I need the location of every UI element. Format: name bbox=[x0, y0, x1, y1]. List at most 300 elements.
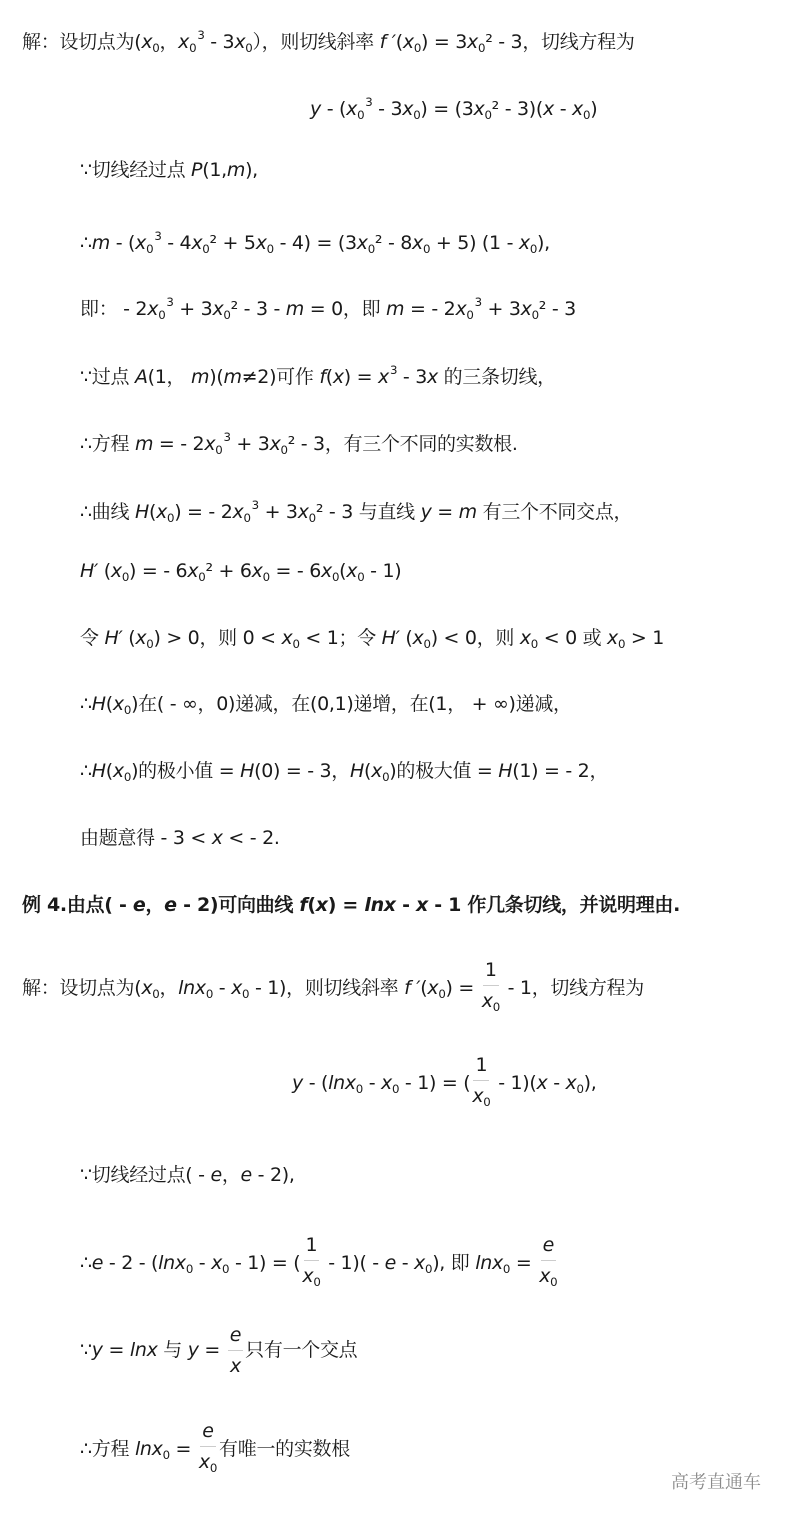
subscript: 0 bbox=[162, 1448, 170, 1463]
math-line bbox=[80, 826, 280, 850]
text: > 1 bbox=[625, 627, 665, 649]
math-variable: x bbox=[427, 977, 439, 1000]
subscript: 0 bbox=[158, 307, 166, 322]
math-variable: f ′ bbox=[379, 30, 396, 53]
subscript: 0 bbox=[423, 637, 431, 652]
text: ， bbox=[221, 1164, 241, 1186]
text: - bbox=[396, 1252, 415, 1275]
fraction-denominator bbox=[230, 1351, 241, 1381]
math-variable: x bbox=[315, 894, 328, 916]
subscript: 0 bbox=[423, 241, 431, 256]
subscript: 0 bbox=[152, 987, 160, 1002]
math-variable: x bbox=[212, 297, 224, 320]
text: ( bbox=[105, 760, 113, 782]
text: ) = 3 bbox=[421, 30, 468, 53]
math-variable: x bbox=[572, 97, 583, 120]
text: - 3 bbox=[397, 365, 427, 388]
text: ( bbox=[307, 894, 316, 916]
text: 与 bbox=[157, 1339, 188, 1361]
math-variable: x bbox=[231, 977, 243, 1000]
math-variable: H bbox=[498, 760, 513, 782]
text: ), bbox=[245, 159, 258, 181]
math-variable: x bbox=[141, 977, 153, 1000]
text: )的极大值 = bbox=[389, 760, 499, 782]
math-variable: y bbox=[91, 1339, 103, 1361]
text: = - 2 bbox=[153, 432, 205, 455]
text: 的三条切线， bbox=[437, 365, 556, 388]
fraction-denominator bbox=[302, 1261, 320, 1297]
text: ∴方程 bbox=[80, 432, 135, 455]
text: ² - 3 - bbox=[230, 297, 286, 320]
math-variable: x bbox=[211, 1252, 223, 1275]
math-variable: x bbox=[297, 500, 309, 523]
subscript: 0 bbox=[438, 987, 446, 1002]
text: - bbox=[213, 977, 232, 1000]
text: ² - 8 bbox=[374, 231, 413, 254]
text: ∴ bbox=[80, 231, 92, 254]
fraction-denominator bbox=[482, 986, 500, 1022]
subscript: 0 bbox=[391, 1082, 400, 1097]
text: ), bbox=[583, 1072, 597, 1095]
math-variable: x bbox=[110, 560, 122, 582]
math-variable: x bbox=[371, 760, 383, 782]
text: - 2)可向曲线 bbox=[176, 894, 300, 916]
math-variable: x bbox=[402, 97, 414, 120]
text: ), bbox=[537, 231, 550, 254]
text: = bbox=[431, 500, 459, 523]
subscript: 0 bbox=[205, 987, 214, 1002]
text: ( bbox=[325, 365, 333, 388]
text: - 1)( bbox=[492, 1072, 537, 1095]
text: ) bbox=[590, 97, 598, 120]
text: ² - 3 与直线 bbox=[315, 500, 421, 523]
math-line bbox=[80, 1163, 295, 1187]
subscript: 0 bbox=[146, 637, 154, 652]
superscript: 3 bbox=[474, 295, 482, 309]
text: ( bbox=[420, 977, 428, 1000]
text: - bbox=[362, 1072, 382, 1095]
text: (0) = - 3， bbox=[254, 760, 350, 782]
text: < 0 或 bbox=[537, 627, 608, 649]
subscript: 0 bbox=[202, 241, 210, 256]
subscript: 0 bbox=[357, 107, 365, 122]
text: ≠2)可作 bbox=[241, 365, 320, 388]
subscript: 0 bbox=[531, 307, 539, 322]
text: = bbox=[198, 1339, 226, 1361]
text: ∵过点 bbox=[80, 365, 135, 388]
text: ， bbox=[145, 894, 165, 916]
math-line bbox=[80, 692, 572, 722]
superscript: 3 bbox=[197, 28, 205, 42]
math-variable: m bbox=[226, 159, 246, 181]
math-line bbox=[80, 358, 556, 389]
math-variable: x bbox=[414, 1252, 425, 1275]
text: = bbox=[510, 1252, 538, 1275]
text: + 3 bbox=[481, 297, 521, 320]
math-variable: x bbox=[281, 627, 293, 649]
math-variable: lnx bbox=[134, 1438, 163, 1461]
subscript: 0 bbox=[152, 40, 160, 55]
text: ， bbox=[159, 977, 179, 1000]
math-variable: x bbox=[321, 560, 332, 582]
text: ² + 6 bbox=[205, 560, 252, 582]
superscript: 3 bbox=[154, 229, 162, 243]
math-variable: H bbox=[349, 760, 364, 782]
text: ² + 5 bbox=[209, 231, 256, 254]
text: - ( bbox=[110, 231, 136, 254]
text: 即： - 2 bbox=[80, 297, 148, 320]
text: - 4) = (3 bbox=[273, 231, 357, 254]
subscript: 0 bbox=[189, 40, 197, 55]
text: - 1，切线方程为 bbox=[501, 977, 644, 1000]
text: - 4 bbox=[161, 231, 192, 254]
text: ( bbox=[122, 627, 136, 649]
text: ) = - 2 bbox=[174, 500, 233, 523]
math-variable: A bbox=[134, 365, 148, 388]
fraction-denominator bbox=[472, 1081, 490, 1117]
fraction-numerator: 1 bbox=[304, 1230, 320, 1261]
subscript: 0 bbox=[355, 1082, 363, 1097]
fraction bbox=[199, 1416, 217, 1483]
text: - 2), bbox=[251, 1164, 295, 1186]
text: = - 6 bbox=[269, 560, 321, 582]
math-variable: x bbox=[536, 1072, 548, 1095]
text: ( bbox=[399, 627, 413, 649]
text: ∵ bbox=[80, 1339, 92, 1361]
math-variable: lnx bbox=[328, 1072, 356, 1095]
text: - 3 bbox=[204, 30, 235, 53]
subscript: 0 bbox=[367, 241, 375, 256]
math-variable: H bbox=[91, 693, 106, 715]
watermark: 高考直通车 bbox=[671, 1472, 761, 1493]
subscript: 0 bbox=[280, 442, 288, 457]
math-variable: x bbox=[147, 297, 159, 320]
fraction bbox=[539, 1230, 557, 1297]
math-variable: x bbox=[269, 432, 281, 455]
text: = 0，即 bbox=[304, 297, 387, 320]
text: ∴ bbox=[80, 1252, 92, 1275]
text: + 3 bbox=[230, 432, 270, 455]
math-variable: x bbox=[135, 231, 147, 254]
denominator-subscript: 0 bbox=[492, 1000, 500, 1015]
math-variable: x bbox=[255, 231, 267, 254]
denominator-subscript: 0 bbox=[550, 1275, 558, 1290]
math-variable: x bbox=[112, 760, 124, 782]
math-variable: x bbox=[234, 30, 246, 53]
text: - ( bbox=[302, 1072, 329, 1095]
math-variable: x bbox=[518, 231, 530, 254]
subscript: 0 bbox=[357, 570, 365, 585]
text: < - 2. bbox=[222, 827, 280, 849]
fraction-numerator: 1 bbox=[483, 955, 499, 986]
math-variable: x bbox=[455, 297, 467, 320]
fraction-numerator: e bbox=[200, 1416, 215, 1447]
text: ∴曲线 bbox=[80, 500, 135, 523]
subscript: 0 bbox=[123, 770, 132, 785]
text: ) = (3 bbox=[420, 97, 474, 120]
subscript: 0 bbox=[331, 570, 340, 585]
math-variable: x bbox=[211, 827, 223, 849]
math-variable: x bbox=[520, 297, 532, 320]
subscript: 0 bbox=[121, 570, 130, 585]
subscript: 0 bbox=[123, 703, 132, 718]
math-variable: lnx bbox=[178, 977, 206, 1000]
fraction bbox=[302, 1230, 320, 1297]
math-line bbox=[80, 1230, 559, 1297]
subscript: 0 bbox=[529, 241, 538, 256]
fraction-denominator bbox=[539, 1261, 557, 1297]
subscript: 0 bbox=[502, 1262, 511, 1277]
denominator-variable: x bbox=[302, 1265, 314, 1287]
text: ) = bbox=[327, 894, 365, 916]
text: 有三个不同交点， bbox=[476, 500, 633, 523]
math-variable: x bbox=[332, 365, 344, 388]
text: ² - 3 bbox=[538, 297, 576, 320]
subscript: 0 bbox=[223, 307, 231, 322]
text: - bbox=[395, 894, 416, 916]
text: ），则切线斜率 bbox=[252, 30, 380, 53]
text: ² - 3，切线方程为 bbox=[485, 30, 635, 53]
fraction-denominator bbox=[199, 1447, 217, 1483]
subscript: 0 bbox=[185, 1262, 194, 1277]
math-line bbox=[80, 1416, 350, 1483]
math-variable: H bbox=[134, 500, 149, 523]
text: ( bbox=[105, 693, 113, 715]
superscript: 3 bbox=[166, 295, 174, 309]
text: ∵切线经过点 bbox=[80, 159, 192, 181]
subscript: 0 bbox=[146, 241, 154, 256]
text: - 1) = ( bbox=[399, 1072, 471, 1095]
text: - 3 bbox=[372, 97, 403, 120]
math-variable: e bbox=[91, 1252, 104, 1275]
math-variable: x bbox=[178, 30, 190, 53]
math-variable: x bbox=[412, 627, 424, 649]
math-variable: x bbox=[156, 500, 168, 523]
subscript: 0 bbox=[262, 570, 270, 585]
math-variable: x bbox=[415, 894, 428, 916]
subscript: 0 bbox=[198, 570, 206, 585]
math-variable: x bbox=[467, 30, 478, 53]
math-variable: f ′ bbox=[404, 977, 421, 1000]
solution-intro-line bbox=[22, 955, 644, 1022]
math-line bbox=[80, 224, 550, 261]
text: 解：设切点为( bbox=[22, 30, 142, 53]
text: (1) = - 2， bbox=[512, 760, 609, 782]
math-variable: m bbox=[458, 500, 477, 523]
fraction bbox=[472, 1050, 490, 1117]
math-variable: x bbox=[187, 560, 199, 582]
superscript: 3 bbox=[389, 363, 398, 377]
math-variable: x bbox=[112, 693, 124, 715]
text: 解： bbox=[22, 977, 60, 1000]
text: ) = bbox=[445, 977, 480, 1000]
math-line bbox=[80, 1320, 357, 1381]
math-variable: y bbox=[310, 97, 321, 120]
fraction-numerator: 1 bbox=[473, 1050, 489, 1081]
math-variable: x bbox=[232, 500, 244, 523]
subscript: 0 bbox=[215, 442, 223, 457]
subscript: 0 bbox=[167, 510, 175, 525]
denominator-subscript: 0 bbox=[209, 1461, 218, 1476]
subscript: 0 bbox=[413, 107, 421, 122]
subscript: 0 bbox=[583, 107, 591, 122]
text: ∴方程 bbox=[80, 1438, 135, 1461]
math-variable: x bbox=[346, 97, 358, 120]
math-variable: x bbox=[565, 1072, 577, 1095]
math-variable: H′ bbox=[80, 560, 99, 582]
math-variable: e bbox=[384, 1252, 396, 1275]
text: ) > 0，则 0 < bbox=[153, 627, 282, 649]
math-variable: y bbox=[292, 1072, 303, 1095]
math-variable: m bbox=[223, 365, 242, 388]
text: - 2 - ( bbox=[103, 1252, 159, 1275]
math-variable: lnx bbox=[475, 1252, 503, 1275]
example-4-heading bbox=[22, 893, 680, 917]
math-variable: x bbox=[378, 365, 389, 388]
subscript: 0 bbox=[484, 107, 492, 122]
text: ∴ bbox=[80, 760, 92, 782]
math-line bbox=[80, 158, 258, 182]
math-variable: x bbox=[412, 231, 423, 254]
subscript: 0 bbox=[618, 637, 626, 652]
text: ) < 0，则 bbox=[430, 627, 520, 649]
math-variable: m bbox=[134, 432, 154, 455]
subscript: 0 bbox=[576, 1082, 584, 1097]
math-line bbox=[80, 559, 401, 589]
text: ( bbox=[395, 30, 403, 53]
text: 由题意得 - 3 < bbox=[80, 827, 212, 849]
math-variable: x bbox=[426, 365, 438, 388]
text: - bbox=[554, 97, 573, 120]
text: (1, bbox=[202, 159, 227, 181]
text: - 1)，则切线斜率 bbox=[249, 977, 405, 1000]
subscript: 0 bbox=[292, 637, 300, 652]
text: + 5) (1 - bbox=[430, 231, 519, 254]
denominator-variable: x bbox=[472, 1085, 484, 1107]
math-variable: H′ bbox=[104, 627, 123, 649]
text: 有唯一的实数根 bbox=[219, 1438, 350, 1461]
text: < 1；令 bbox=[299, 627, 382, 649]
math-variable: lnx bbox=[129, 1339, 158, 1361]
math-variable: x bbox=[204, 432, 216, 455]
text: = bbox=[169, 1438, 197, 1461]
denominator-subscript: 0 bbox=[313, 1275, 321, 1290]
math-variable: H bbox=[240, 760, 255, 782]
subscript: 0 bbox=[308, 510, 316, 525]
math-line bbox=[80, 493, 632, 530]
text: ， bbox=[159, 30, 179, 53]
subscript: 0 bbox=[222, 1262, 230, 1277]
math-variable: x bbox=[191, 231, 203, 254]
fraction-numerator: e bbox=[228, 1320, 243, 1351]
subscript: 0 bbox=[382, 770, 390, 785]
text: 令 bbox=[80, 627, 105, 649]
math-variable: e bbox=[132, 894, 146, 916]
text: 设切点为( bbox=[59, 977, 142, 1000]
denominator-subscript: 0 bbox=[483, 1095, 491, 1110]
math-variable: H bbox=[91, 760, 106, 782]
text: - ( bbox=[320, 97, 347, 120]
subscript: 0 bbox=[245, 40, 253, 55]
math-variable: x bbox=[607, 627, 618, 649]
subscript: 0 bbox=[242, 987, 250, 1002]
math-variable: x bbox=[356, 231, 368, 254]
math-variable: m bbox=[386, 297, 405, 320]
text: ( bbox=[98, 560, 111, 582]
math-variable: e bbox=[240, 1164, 252, 1186]
math-variable: x bbox=[402, 30, 414, 53]
text: )在( - ∞，0)递减，在(0,1)递增，在(1， + ∞)递减， bbox=[131, 693, 572, 715]
denominator-variable: x bbox=[539, 1265, 551, 1287]
superscript: 3 bbox=[251, 498, 259, 512]
text: ( bbox=[339, 560, 347, 582]
math-line bbox=[80, 626, 664, 656]
fraction bbox=[228, 1320, 243, 1381]
text: ), 即 bbox=[432, 1252, 476, 1275]
text: = bbox=[102, 1339, 130, 1361]
text: ) = bbox=[343, 365, 379, 388]
subscript: 0 bbox=[413, 40, 422, 55]
text: (1， bbox=[147, 365, 191, 388]
text: = - 2 bbox=[404, 297, 456, 320]
tangent-equation bbox=[292, 1050, 597, 1117]
text: - 1) = ( bbox=[229, 1252, 301, 1275]
math-variable: x bbox=[135, 627, 147, 649]
math-variable: lnx bbox=[158, 1252, 186, 1275]
superscript: 3 bbox=[365, 95, 373, 109]
math-variable: x bbox=[473, 97, 485, 120]
text: + 3 bbox=[173, 297, 213, 320]
denominator-variable: x bbox=[230, 1355, 241, 1377]
math-variable: e bbox=[164, 894, 177, 916]
solution-intro-line bbox=[22, 23, 635, 60]
math-line bbox=[80, 290, 576, 327]
math-variable: x bbox=[346, 560, 358, 582]
math-variable: m bbox=[190, 365, 210, 388]
math-variable: lnx bbox=[364, 894, 396, 916]
fraction-numerator: e bbox=[541, 1230, 556, 1261]
math-variable: e bbox=[210, 1164, 222, 1186]
math-variable: f bbox=[299, 894, 308, 916]
math-variable: m bbox=[285, 297, 304, 320]
text: )( bbox=[209, 365, 224, 388]
math-variable: x bbox=[251, 560, 263, 582]
subscript: 0 bbox=[425, 1262, 433, 1277]
subscript: 0 bbox=[530, 637, 538, 652]
math-variable: f bbox=[319, 365, 326, 388]
subscript: 0 bbox=[478, 40, 486, 55]
denominator-variable: x bbox=[198, 1451, 210, 1473]
text: 例 4.由点( - bbox=[22, 894, 133, 916]
subscript: 0 bbox=[266, 241, 274, 256]
math-line bbox=[80, 759, 608, 789]
text: ( bbox=[363, 760, 372, 782]
math-variable: y bbox=[187, 1339, 199, 1361]
math-variable: P bbox=[191, 159, 203, 181]
text: - 1)( - bbox=[322, 1252, 385, 1275]
math-variable: x bbox=[519, 627, 531, 649]
subscript: 0 bbox=[466, 307, 474, 322]
superscript: 3 bbox=[223, 430, 231, 444]
text: - bbox=[193, 1252, 212, 1275]
text: - 1 作几条切线，并说明理由. bbox=[427, 894, 681, 916]
math-variable: y bbox=[420, 500, 432, 523]
text: 只有一个交点 bbox=[245, 1339, 358, 1361]
text: )的极小值 = bbox=[131, 760, 241, 782]
denominator-variable: x bbox=[481, 990, 493, 1012]
math-variable: m bbox=[91, 231, 111, 254]
math-line bbox=[80, 425, 518, 462]
